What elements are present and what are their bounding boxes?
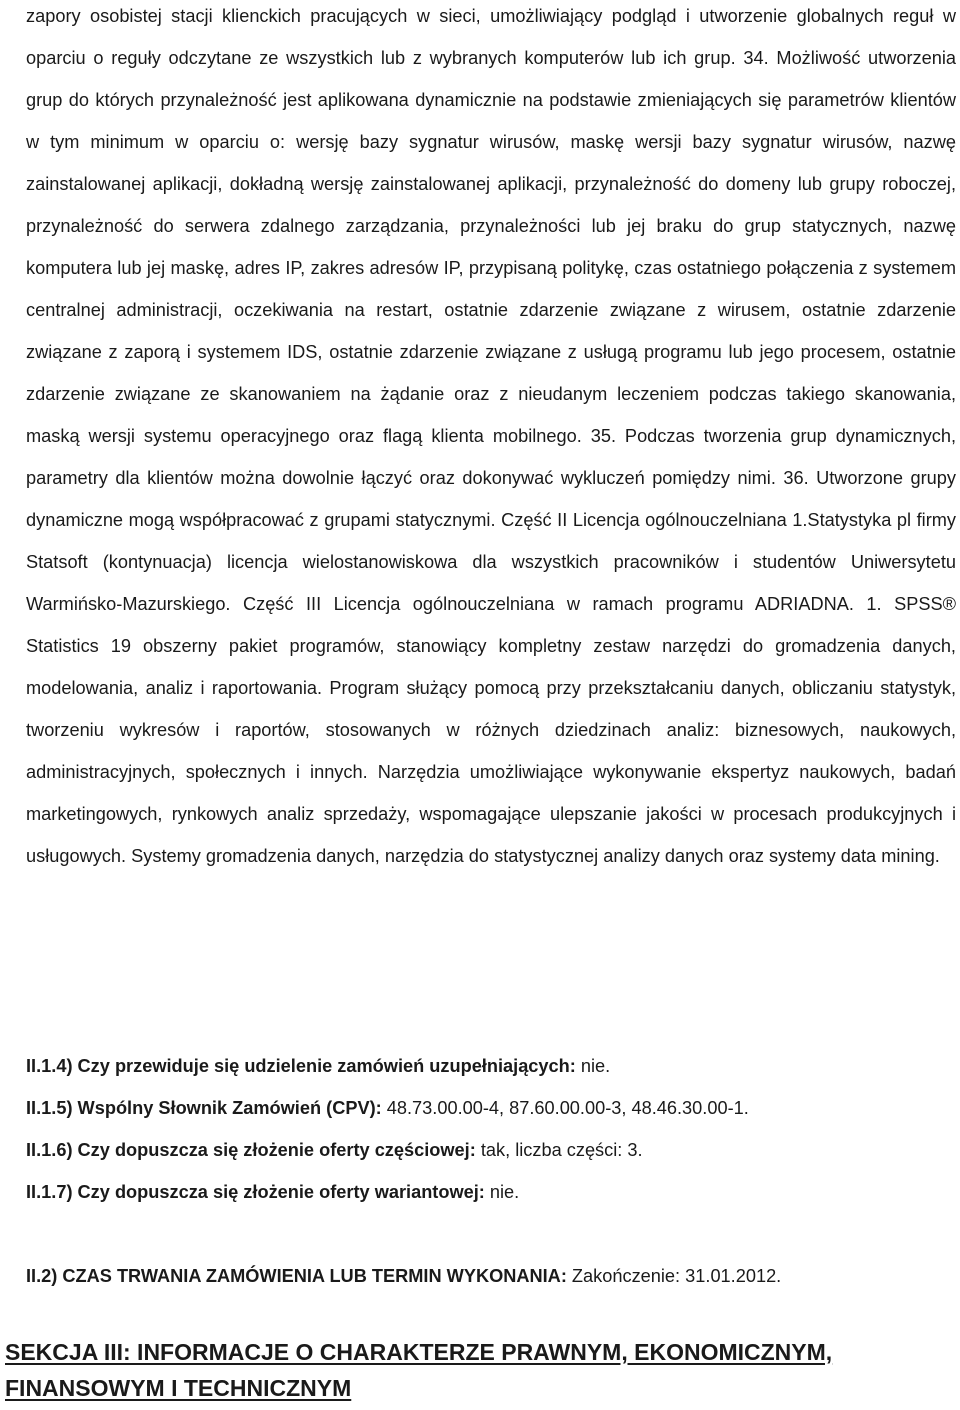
item-value: nie. <box>484 1182 520 1202</box>
item-variant-offers <box>26 1180 946 1204</box>
body-paragraph: zapory osobistej stacji klienckich pracujących w sieci, umożliwiający podgląd i utworzenie globalnych reguł w oparciu o reguły odczytane ze wszystkich lub z wybranych komputerów lub ich grup. 34. Możliwość utworzenia grup do których przynależność jest aplikowana dynamicznie na podstawie zmieniających się parametrów klientów w tym minimum w oparciu o: wersję bazy sygnatur wirusów, maskę wersji bazy sygnatur wirusów, nazwę zainstalowanej aplikacji, dokładną wersję zainstalowanej aplikacji, przynależność do domeny lub grupy roboczej, przynależność do serwera zdalnego zarządzania, przynależności lub jej braku do grup statycznych, nazwę komputera lub jej maskę, adres IP, zakres adresów IP, przypisaną politykę, czas ostatniego połączenia z systemem centralnej administracji, oczekiwania na restart, ostatnie zdarzenie związane z wirusem, ostatnie zdarzenie związane z zaporą i systemem IDS, ostatnie zdarzenie związane z usługą programu lub jego procesem, ostatnie zdarzenie związane ze skanowaniem na żądanie oraz z nieudanym leczeniem podczas takiego skanowania, maską wersji systemu operacyjnego oraz flagą klienta mobilnego. 35. Podczas tworzenia grup dynamicznych, parametry dla klientów można dowolnie łączyć oraz dokonywać wykluczeń pomiędzy nimi. 36. Utworzone grupy dynamiczne mogą współpracować z grupami statycznymi. Część II Licencja ogólnouczelniana 1.Statystyka pl firmy Statsoft (kontynuacja) licencja wielostanowiskowa dla wszystkich pracowników i studentów Uniwersytetu Warmińsko-Mazurskiego. Część III Licencja ogólnouczelniana w ramach programu ADRIADNA. 1. SPSS® Statistics 19 obszerny pakiet programów, stanowiący kompletny zestaw narzędzi do gromadzenia danych, modelowania, analiz i raportowania. Program służący pomocą przy przekształcaniu danych, obliczaniu statystyk, tworzeniu wykresów i raportów, stosowanych w różnych dziedzinach analiz: biznesowych, naukowych, administracyjnych, społecznych i innych. Narzędzia umożliwiające wykonywanie ekspertyz naukowych, badań marketingowych, rynkowych analiz sprzedaży, wspomagające ulepszanie jakości w procesach produkcyjnych i usługowych. Systemy gromadzenia danych, narzędzia do statystycznej analizy danych oraz systemy data mining. <box>26 6 956 866</box>
section-heading: SEKCJA III: INFORMACJE O CHARAKTERZE PRAWNYM, EKONOMICZNYM, FINANSOWYM I TECHNICZNYM <box>5 1339 833 1401</box>
item-label: II.1.6) Czy dopuszcza się złożenie oferty częściowej: <box>26 1140 476 1160</box>
item-partial-offers <box>26 1138 946 1162</box>
item-label: II.1.5) Wspólny Słownik Zamówień (CPV): <box>26 1098 382 1118</box>
item-cpv-codes <box>26 1096 946 1120</box>
item-value: 48.73.00.00-4, 87.60.00.00-3, 48.46.30.00-1. <box>381 1098 749 1118</box>
item-value: nie. <box>575 1056 611 1076</box>
item-label: II.1.4) Czy przewiduje się udzielenie zamówień uzupełniających: <box>26 1056 576 1076</box>
item-value: Zakończenie: 31.01.2012. <box>566 1266 782 1286</box>
item-label: II.2) CZAS TRWANIA ZAMÓWIENIA LUB TERMIN WYKONANIA: <box>26 1266 567 1286</box>
item-supplementary-orders <box>26 1054 946 1078</box>
item-label: II.1.7) Czy dopuszcza się złożenie oferty wariantowej: <box>26 1182 485 1202</box>
item-completion-date <box>26 1264 946 1288</box>
item-value: tak, liczba części: 3. <box>475 1140 643 1160</box>
